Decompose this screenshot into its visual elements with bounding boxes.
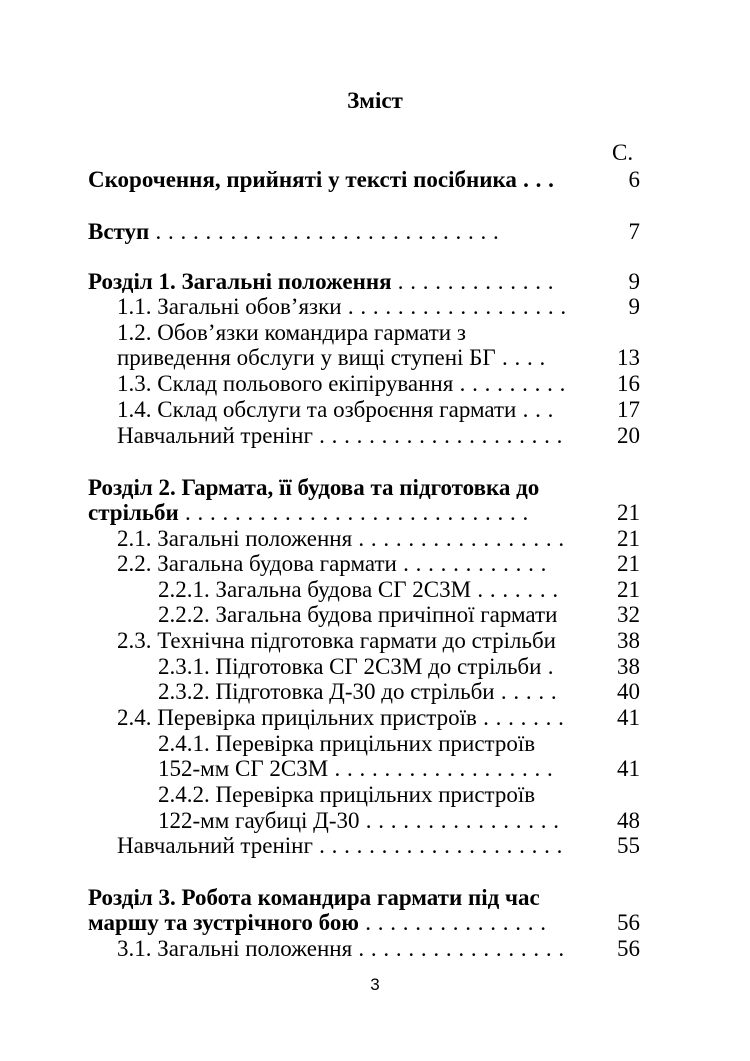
toc-entry-text: 152-мм СГ 2С3М . . . . . . . . . . . . . . . . . . xyxy=(158,756,554,781)
page-title: Зміст xyxy=(347,88,403,113)
toc-entry-text: 2.4. Перевірка прицільних пристроїв . . . . . . . xyxy=(117,705,565,730)
toc-entry-text: Розділ 2. Гармата, її будова та підготовка до xyxy=(88,475,540,500)
toc-entry-page: 13 xyxy=(617,345,640,370)
page-column-label: С. xyxy=(612,140,634,165)
toc-entry-page: 21 xyxy=(617,577,640,602)
toc-entry-text: 2.1. Загальні положення . . . . . . . . . . . . . . . . . xyxy=(117,526,565,551)
toc-entry-text: маршу та зустрічного бою . . . . . . . . . . . . . . . xyxy=(88,910,547,935)
toc-entry-text: 2.3.1. Підготовка СГ 2С3М до стрільби . xyxy=(158,654,554,679)
toc-entry-page: 41 xyxy=(617,705,640,730)
toc-entry-text: 2.3.2. Підготовка Д-30 до стрільби . . . . . xyxy=(158,679,558,704)
toc-entry-page: 20 xyxy=(617,423,640,448)
toc-entry-text: Навчальний тренінг . . . . . . . . . . . . . . . . . . . . xyxy=(117,423,563,448)
toc-entry-text: 2.2.1. Загальна будова СГ 2С3М . . . . . . . xyxy=(158,577,559,602)
toc-entry-page: 41 xyxy=(617,756,640,781)
toc-entry-page: 56 xyxy=(617,936,640,961)
toc-entry-text: Розділ 3. Робота командира гармати під час xyxy=(88,885,540,910)
toc-entry-text: Вступ . . . . . . . . . . . . . . . . . . . . . . . . . . . . xyxy=(88,219,500,244)
toc-entry-page: 21 xyxy=(617,526,640,551)
toc-entry-text: 2.2. Загальна будова гармати . . . . . . . . . . . . xyxy=(117,551,547,576)
toc-entry-page: 9 xyxy=(628,269,640,294)
toc-entry-text: 2.4.2. Перевірка прицільних пристроїв xyxy=(158,782,536,807)
toc-entry-page: 7 xyxy=(628,219,640,244)
toc-entry-text: Скорочення, прийняті у тексті посібника . . . xyxy=(88,167,555,192)
toc-entry-text: 3.1. Загальні положення . . . . . . . . . . . . . . . . . xyxy=(117,936,565,961)
toc-entry-page: 21 xyxy=(617,500,640,525)
toc-entry-page: 9 xyxy=(628,294,640,319)
toc-entry-page: 32 xyxy=(617,602,640,627)
toc-entry-text: Розділ 1. Загальні положення . . . . . . . . . . . . . xyxy=(88,269,555,294)
toc-entry-page: 17 xyxy=(617,397,640,422)
toc-entry-page: 16 xyxy=(617,371,640,396)
toc-entry-page: 56 xyxy=(617,910,640,935)
toc-entry-text: 2.2.2. Загальна будова причіпної гармати xyxy=(158,602,558,627)
toc-entry-page: 6 xyxy=(628,167,640,192)
toc-entry-text: 122-мм гаубиці Д-30 . . . . . . . . . . . . . . . . xyxy=(158,808,560,833)
toc-entry-text: 1.3. Склад польового екіпірування . . . . . . . . . xyxy=(117,371,566,396)
toc-entry-text: 1.4. Склад обслуги та озброєння гармати . . . xyxy=(117,397,554,422)
toc-entry-text: 2.4.1. Перевірка прицільних пристроїв xyxy=(158,731,536,756)
toc-entry-text: 1.1. Загальні обов’язки . . . . . . . . . . . . . . . . . . xyxy=(117,294,567,319)
toc-entry-page: 21 xyxy=(617,551,640,576)
toc-entry-text: приведення обслуги у вищі ступені БГ . . . . xyxy=(117,345,546,370)
toc-entry-text: 1.2. Обов’язки командира гармати з xyxy=(117,320,466,345)
toc-entry-page: 48 xyxy=(617,808,640,833)
toc-entry-page: 38 xyxy=(617,654,640,679)
toc-entry-text: Навчальний тренінг . . . . . . . . . . . . . . . . . . . . xyxy=(117,833,563,858)
toc-entry-text: стрільби . . . . . . . . . . . . . . . . . . . . . . . . . . . . xyxy=(88,500,529,525)
toc-entry-page: 38 xyxy=(617,628,640,653)
toc-entry-page: 55 xyxy=(617,833,640,858)
toc-entry-page: 40 xyxy=(617,679,640,704)
toc-entry-text: 2.3. Технічна підготовка гармати до стрільби xyxy=(117,628,556,653)
footer-page-number: 3 xyxy=(370,975,380,994)
